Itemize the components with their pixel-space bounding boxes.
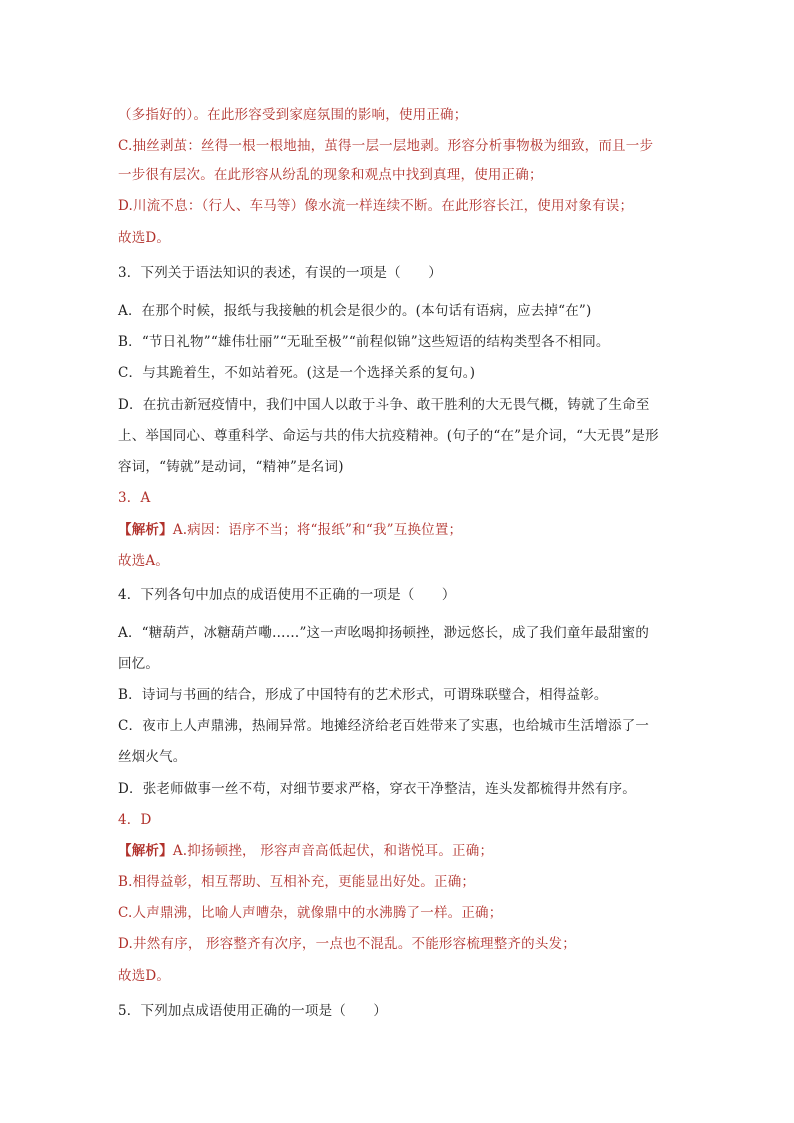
- question-3-option-a: A．在那个时候，报纸与我接触的机会是很少的。(本句话有语病，应去掉“在”): [118, 303, 592, 319]
- analysis-conclusion: 故选D。: [118, 230, 171, 246]
- analysis-line: D.川流不息：（行人、车马等）像水流一样连续不断。在此形容长江，使用对象有误；: [118, 198, 634, 214]
- question-3-option-b: B．“节日礼物”“雄伟壮丽”“无耻至极”“前程似锦”这些短语的结构类型各不相同。: [118, 334, 610, 350]
- question-5-stem: 5．下列加点成语使用正确的一项是（ ）: [118, 1003, 388, 1019]
- question-4-option-c-cont: 丝烟火气。: [118, 749, 187, 765]
- question-4-stem: 4．下列各句中加点的成语使用不正确的一项是（ ）: [118, 587, 456, 603]
- analysis-line: C.抽丝剥茧：丝得一根一根地抽，茧得一层一层地剥。形容分析事物极为细致，而且一步: [118, 138, 654, 154]
- analysis-label: 【解析】: [118, 843, 173, 859]
- question-4-option-a-cont: 回忆。: [118, 656, 160, 672]
- analysis-line: D.井然有序， 形容整齐有次序，一点也不混乱。不能形容梳理整齐的头发；: [118, 936, 576, 952]
- analysis-label: 【解析】: [118, 522, 173, 538]
- question-4-answer: 4．D: [118, 812, 152, 828]
- analysis-line: C.人声鼎沸，比喻人声嘈杂，就像鼎中的水沸腾了一样。正确；: [118, 905, 503, 921]
- analysis-line: 一步很有层次。在此形容从纷乱的现象和观点中找到真理，使用正确；: [118, 167, 543, 183]
- question-3-option-d-cont: 容词，“铸就”是动词，“精神”是名词): [118, 459, 344, 475]
- analysis-conclusion: 故选A。: [118, 553, 170, 569]
- analysis-line: B.相得益彰，相互帮助、互相补充，更能显出好处。正确；: [118, 874, 476, 890]
- analysis-conclusion: 故选D。: [118, 968, 171, 984]
- question-3-option-d: D．在抗击新冠疫情中，我们中国人以敢于斗争、敢干胜利的大无畏气概，铸就了生命至: [118, 397, 650, 413]
- question-4-option-c: C．夜市上人声鼎沸，热闹异常。地摊经济给老百姓带来了实惠，也给城市生活增添了一: [118, 718, 650, 734]
- question-3-analysis: [118, 521, 462, 539]
- question-4-option-b: B．诗词与书画的结合，形成了中国特有的艺术形式，可谓珠联璧合，相得益彰。: [118, 687, 608, 703]
- question-4-option-d: D．张老师做事一丝不苟，对细节要求严格，穿衣干净整洁，连头发都梳得井然有序。: [118, 781, 636, 797]
- question-3-stem: 3．下列关于语法知识的表述，有误的一项是（ ）: [118, 265, 442, 281]
- question-4-analysis: [118, 842, 493, 860]
- question-3-option-c: C．与其跪着生，不如站着死。(这是一个选择关系的复句。): [118, 365, 476, 381]
- analysis-text: A.病因：语序不当；将“报纸”和“我”互换位置；: [172, 522, 463, 538]
- question-4-option-a: A．“糖葫芦，冰糖葫芦嘞……”这一声吆喝抑扬顿挫，渺远悠长，成了我们童年最甜蜜的: [118, 625, 650, 641]
- question-3-answer: 3．A: [118, 490, 151, 506]
- analysis-line: （多指好的）。在此形容受到家庭氛围的影响，使用正确；: [118, 107, 468, 123]
- analysis-text: A.抑扬顿挫， 形容声音高低起伏，和谐悦耳。正确；: [172, 843, 494, 859]
- question-3-option-d-cont: 上、举国同心、尊重科学、命运与共的伟大抗疫精神。(句子的“在”是介词，“大无畏”是形: [118, 428, 659, 444]
